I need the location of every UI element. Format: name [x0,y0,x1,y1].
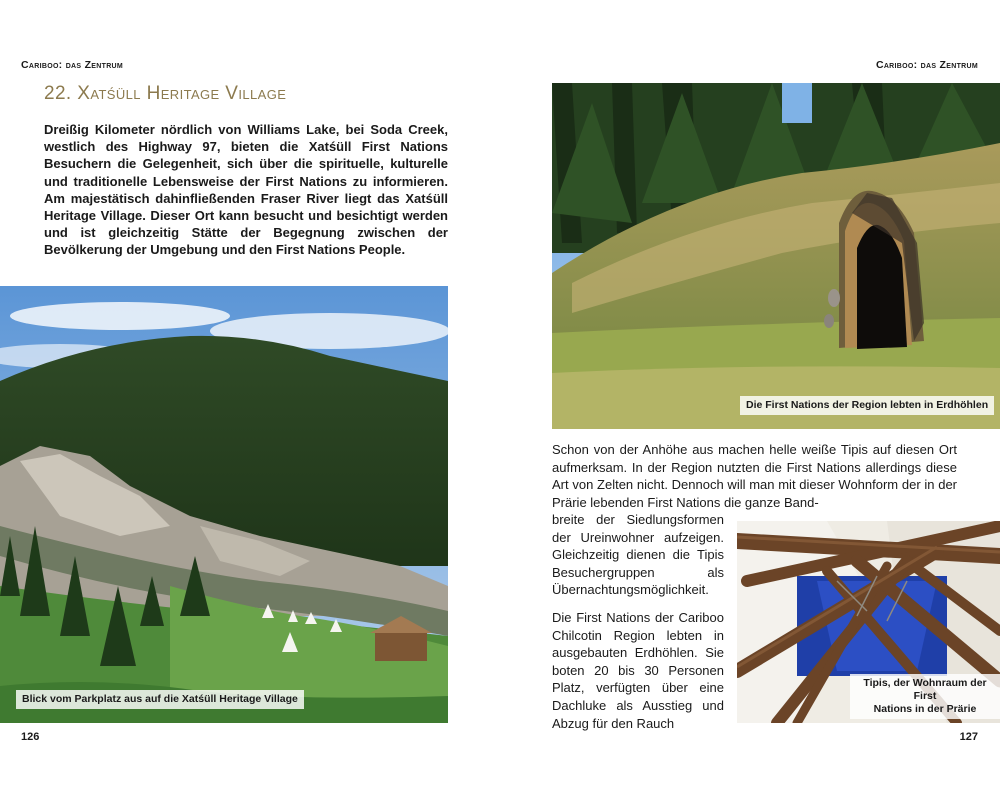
photo-caption-earth-lodge: Die First Nations der Region lebten in Erdhöhlen [740,396,994,415]
paragraph-1-wide: Schon von der Anhöhe aus machen helle weiße Tipis auf diesen Ort aufmerksam. In der Region nutzten die First Nations allerdings diese Art von Zelten nicht. Dennoch will man mit dieser Wohnform der in der Prärie lebenden First Nations die ganze Band- [552,442,957,510]
photo-caption-tipi-line1: Tipis, der Wohnraum der First [863,677,987,702]
chapter-title: 22. Xatśüll Heritage Village [44,83,287,104]
right-page [500,0,1000,800]
page-number-right: 127 [959,731,978,743]
paragraph-1-narrow: breite der Siedlungsformen der Ureinwohner aufzeigen. Gleichzeitig dienen die Tipis Besuchergruppen als Übernachtungsmöglichkeit. [552,512,724,598]
paragraph-2: Die First Nations der Cariboo Chilcotin Region lebten in ausgebauten Erdhöhlen. Sie boten 20 bis 30 Personen Platz, verfügten über eine Dachluke als Ausstieg und Abzug für den Rauch [552,610,724,731]
photo-caption-river-valley: Blick vom Parkplatz aus auf die Xatśüll Heritage Village [16,690,304,709]
photo-caption-tipi-line2: Nations in der Prärie [873,703,977,715]
running-head-left: Cariboo: das Zentrum [21,59,124,71]
page-number-left: 126 [21,731,40,743]
photo-river-valley [0,286,448,723]
photo-earth-lodge [552,83,1000,429]
running-head-right: Cariboo: das Zentrum [875,59,978,71]
lead-paragraph: Dreißig Kilometer nördlich von Williams Lake, bei Soda Creek, westlich des Highway 97, bieten die Xatśüll First Nations Besuchern die Gelegenheit, sich über die spirituelle, kulturelle und traditionelle Lebensweise der First Nations zu informieren. Am majestätisch dahinfließenden Fraser River liegt das Xatśüll Heritage Village. Dieser Ort kann besucht und besichtigt werden und ist gleichzeitig Stätte der Begegnung zwischen der Bevölkerung der Umgebung und den First Nations People. [44,122,448,258]
photo-caption-tipi [850,674,1000,719]
